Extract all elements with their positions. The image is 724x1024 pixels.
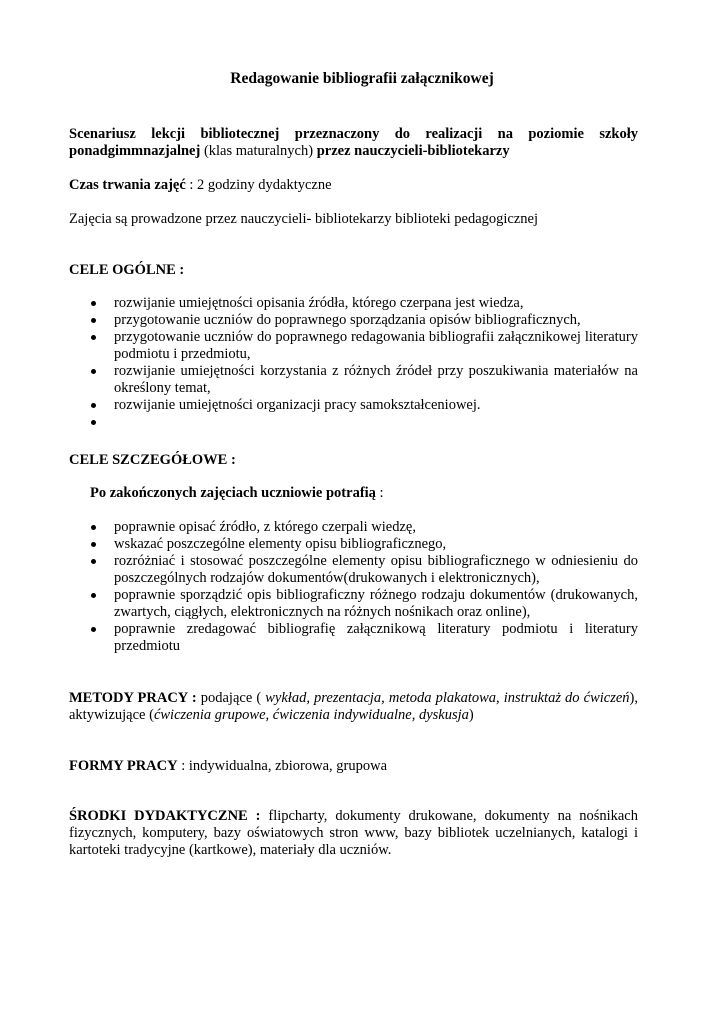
means-paragraph	[69, 808, 638, 859]
scenario-class-note: (klas maturalnych)	[200, 143, 317, 159]
scenario-bold-lead: Scenariusz lekcji bibliotecznej przeznaczony do realizacji na poziomie szkoły ponadgimmnazjalnej	[69, 126, 638, 159]
duration-value: : 2 godziny dydaktyczne	[185, 177, 332, 193]
list-item: rozwijanie umiejętności opisania źródła, którego czerpana jest wiedza,	[90, 295, 638, 312]
list-item: poprawnie sporządzić opis bibliograficzny różnego rodzaju dokumentów (drukowanych, zwartych, ciągłych, elektronicznych na różnych nośnikach oraz online),	[90, 587, 638, 621]
list-item: rozwijanie umiejętności organizacji pracy samokształceniowej.	[90, 397, 638, 414]
methods-label: METODY PRACY :	[69, 690, 197, 706]
means-value: flipcharty, dokumenty drukowane, dokumenty na nośnikach fizycznych, komputery, bazy oświatowych stron www, bazy bibliotek uczelnianych, katalogi i kartoteki tradycyjne (kartkowe), materiały dla uczniów.	[69, 808, 638, 858]
list-item: poprawnie zredagować bibliografię załącznikową literatury podmiotu i literatury przedmiotu	[90, 621, 638, 655]
general-goals-list	[90, 295, 638, 431]
duration-label: Czas trwania zajęć	[69, 177, 186, 193]
methods-part3: )	[468, 707, 474, 723]
scenario-paragraph	[69, 126, 638, 160]
list-item: wskazać poszczególne elementy opisu bibliograficznego,	[90, 536, 638, 553]
means-label: ŚRODKI DYDAKTYCZNE :	[69, 808, 261, 824]
list-item: poprawnie opisać źródło, z którego czerpali wiedzę,	[90, 519, 638, 536]
duration-line	[69, 177, 638, 194]
list-item: rozwijanie umiejętności korzystania z różnych źródeł przy poszukiwania materiałów na określony temat,	[90, 363, 638, 397]
specific-goals-intro	[90, 485, 384, 502]
list-item	[90, 414, 638, 431]
specific-goals-intro-bold: Po zakończonych zajęciach uczniowie potrafią	[90, 485, 376, 501]
methods-part1: podające (	[196, 690, 266, 706]
methods-paragraph	[69, 690, 638, 724]
forms-label: FORMY PRACY	[69, 758, 178, 774]
list-item: rozróżniać i stosować poszczególne elementy opisu bibliograficznego w odniesieniu do poszczególnych rodzajów dokumentów(drukowanych i elektronicznych),	[90, 553, 638, 587]
scenario-bold-tail: przez nauczycieli-bibliotekarzy	[316, 143, 510, 159]
methods-part2: ), aktywizujące (	[69, 690, 638, 723]
list-item: przygotowanie uczniów do poprawnego sporządzania opisów bibliograficznych,	[90, 312, 638, 329]
conducted-by-line: Zajęcia są prowadzone przez nauczycieli- bibliotekarzy biblioteki pedagogicznej	[69, 211, 539, 227]
specific-goals-heading: CELE SZCZEGÓŁOWE :	[69, 452, 236, 468]
methods-italic2: ćwiczenia grupowe, ćwiczenia indywidualne, dyskusja	[153, 707, 469, 723]
specific-goals-list	[90, 519, 638, 655]
general-goals-heading: CELE OGÓLNE :	[69, 262, 185, 278]
document-title: Redagowanie bibliografii załącznikowej	[230, 70, 494, 87]
forms-value: : indywidualna, zbiorowa, grupowa	[177, 758, 388, 774]
list-item: przygotowanie uczniów do poprawnego redagowania bibliografii załącznikowej literatury podmiotu i przedmiotu,	[90, 329, 638, 363]
specific-goals-intro-tail: :	[375, 485, 384, 501]
methods-italic1: wykład, prezentacja, metoda plakatowa, instruktaż do ćwiczeń	[265, 690, 630, 706]
forms-line	[69, 758, 638, 775]
